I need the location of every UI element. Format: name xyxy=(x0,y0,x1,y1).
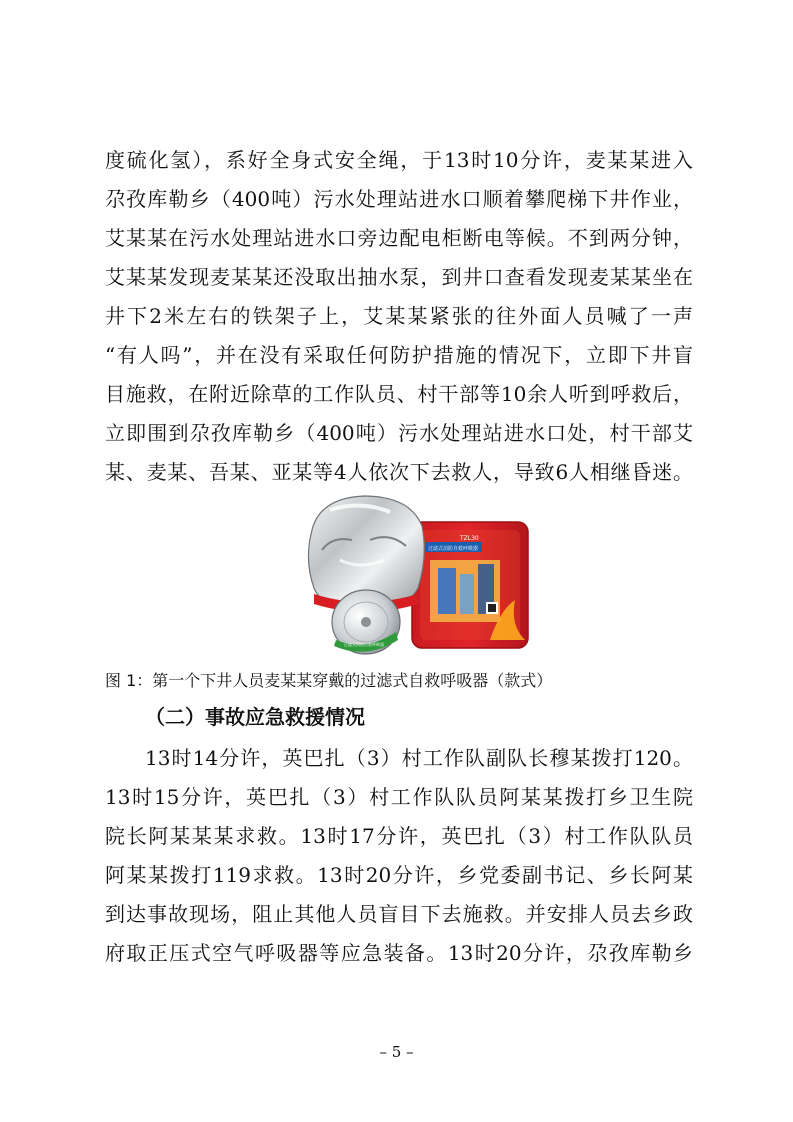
paragraph-1-line-7: 目施救，在附近除草的工作队员、村干部等10余人听到呼救后， xyxy=(105,382,693,406)
paragraph-1-line-2: 尕孜库勒乡（400吨）污水处理站进水口顺着攀爬梯下井作业， xyxy=(105,187,693,211)
paragraph-2-line-2: 13时15分许，英巴扎（3）村工作队队员阿某某拨打乡卫生院 xyxy=(105,785,693,809)
paragraph-1-line-1: 度硫化氢），系好全身式安全绳，于13时10分许，麦某某进入 xyxy=(105,148,693,172)
paragraph-2-line-5: 到达事故现场，阻止其他人员盲目下去施救。并安排人员去乡政 xyxy=(105,902,693,926)
paragraph-1-line-5: 井下2米左右的铁架子上，艾某某紧张的往外面人员喊了一声 xyxy=(105,304,693,328)
figure-caption: 图 1：第一个下井人员麦某某穿戴的过滤式自救呼吸器（款式） xyxy=(105,671,553,690)
paragraph-1-line-6: “有人吗”，并在没有采取任何防护措施的情况下，立即下井盲 xyxy=(105,343,693,367)
paragraph-1-line-9: 某、麦某、吾某、亚某等4人依次下去救人，导致6人相继昏迷。 xyxy=(105,460,693,484)
respirator-box xyxy=(412,522,528,648)
page-number: – 5 – xyxy=(379,1043,414,1061)
paragraph-1-line-8: 立即围到尕孜库勒乡（400吨）污水处理站进水口处，村干部艾 xyxy=(105,421,693,445)
box-label: TZL30 xyxy=(460,535,479,542)
respirator-photo xyxy=(300,490,540,660)
box-title: 过滤式消防自救呼吸器 xyxy=(428,546,479,552)
filter-canister xyxy=(332,590,400,654)
canister-label: 过滤式消防自救呼吸器 xyxy=(344,642,384,647)
paragraph-2-line-1: 13时14分许，英巴扎（3）村工作队副队长穆某拨打120。 xyxy=(145,746,693,770)
section-heading: （二）事故应急救援情况 xyxy=(145,705,365,729)
paragraph-1-line-3: 艾某某在污水处理站进水口旁边配电柜断电等候。不到两分钟， xyxy=(105,226,693,250)
paragraph-2-line-6: 府取正压式空气呼吸器等应急装备。13时20分许，尕孜库勒乡 xyxy=(105,941,693,965)
paragraph-1-line-4: 艾某某发现麦某某还没取出抽水泵，到井口查看发现麦某某坐在 xyxy=(105,265,693,289)
paragraph-2-line-4: 阿某某拨打119求救。13时20分许，乡党委副书记、乡长阿某 xyxy=(105,863,693,887)
paragraph-2-line-3: 院长阿某某某求救。13时17分许，英巴扎（3）村工作队队员 xyxy=(105,824,693,848)
